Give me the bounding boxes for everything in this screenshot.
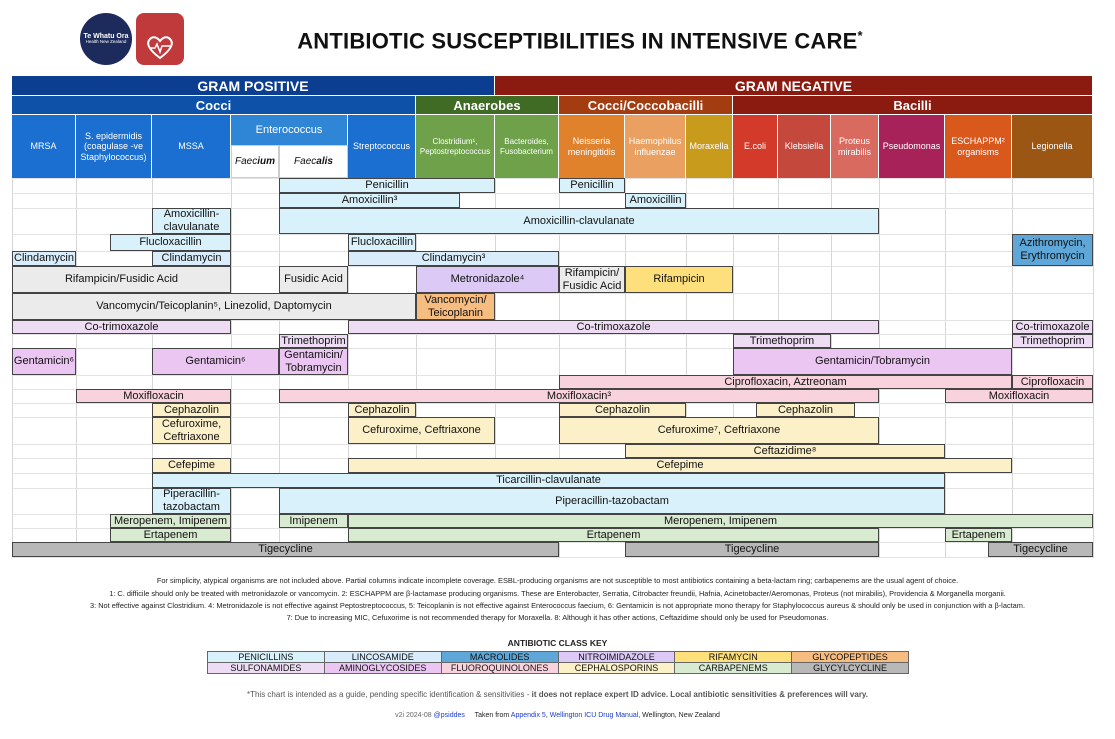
drug-trimethoprim-1: Trimethoprim: [279, 334, 348, 348]
drug-tigecycline-1: Tigecycline: [12, 542, 559, 557]
org-s-epidermidis: S. epidermidis (coagulase -ve Staphylococcus): [76, 115, 152, 178]
key-macrolides: MACROLIDES: [441, 652, 558, 663]
key-glycylcycline: GLYCYLCYCLINE: [792, 663, 909, 674]
drug-manual-link[interactable]: Wellington ICU Drug Manual: [549, 712, 639, 719]
key-title: ANTIBIOTIC CLASS KEY: [507, 638, 608, 648]
credit-sep: ,: [545, 712, 550, 719]
drug-amox-clav: Amoxicillin-clavulanate: [279, 208, 879, 234]
disclaimer-a: *This chart is intended as a guide, pending specific identification & sensitivities -: [246, 690, 532, 699]
bacilli-header: Bacilli: [733, 96, 1093, 114]
key-carbapenems: CARBAPENEMS: [675, 663, 792, 674]
drug-ciprofloxacin: Ciprofloxacin: [1012, 375, 1093, 389]
gram-positive-header: GRAM POSITIVE: [12, 76, 495, 95]
org-ecoli: E.coli: [733, 115, 778, 178]
drug-ertapenem-2: Ertapenem: [348, 528, 879, 542]
org-proteus: Proteus mirabilis: [831, 115, 879, 178]
drug-penicillin-neisseria: Penicillin: [559, 178, 625, 193]
footnote-3-6: 3: Not effective against Clostridium. 4: Metronidazole is not effective against Peptostreptococcus, 5: Teicoplanin is not effective against Enterococcus faecium, 6: Gentamicin is not appropriate mono therapy for Staphylococcus aureus & should only be used in conjunction with a β-lactam.: [89, 601, 1026, 610]
drug-fusidic-acid: Fusidic Acid: [279, 266, 348, 293]
key-fluoroquinolones: FLUOROQUINOLONES: [441, 663, 558, 674]
key-nitroimidazole: NITROIMIDAZOLE: [558, 652, 675, 663]
credit-line: [0, 712, 1115, 719]
drug-ertapenem-3: Ertapenem: [945, 528, 1012, 542]
drug-gentamicin-faecalis: Gentamicin/ Tobramycin: [279, 348, 348, 375]
drug-cephazolin-2: Cephazolin: [348, 403, 416, 417]
org-eschappm: ESCHAPPM² organisms: [945, 115, 1012, 178]
org-haemophilus: Haemophilus influenzae: [625, 115, 686, 178]
faecium-b: ium: [257, 155, 275, 167]
drug-moxifloxacin-3: Moxifloxacin: [945, 389, 1093, 403]
drug-cephazolin-1: Cephazolin: [152, 403, 231, 417]
drug-vancomycin-clostridium: Vancomycin/ Teicoplanin: [416, 293, 495, 320]
org-faecium: [231, 145, 279, 178]
key-penicillins: PENICILLINS: [208, 652, 325, 663]
title-text: ANTIBIOTIC SUSCEPTIBILITIES IN INTENSIVE CARE: [297, 28, 858, 54]
drug-tigecycline-3: Tigecycline: [988, 542, 1093, 557]
faecium-a: Faec: [234, 155, 258, 167]
drug-trimethoprim-3: Trimethoprim: [1012, 334, 1093, 348]
drug-flucloxacillin: Flucloxacillin: [110, 234, 231, 251]
drug-cefuroxime-3: Cefuroxime⁷, Ceftriaxone: [559, 417, 879, 444]
key-aminoglycosides: AMINOGLYCOSIDES: [324, 663, 441, 674]
drug-meropenem-1: Meropenem, Imipenem: [110, 514, 231, 528]
org-neisseria: Neisseria meningitidis: [559, 115, 625, 178]
credit-tail: , Wellington, New Zealand: [638, 712, 720, 719]
org-bacteroides: Bacteroides, Fusobacterium: [495, 115, 559, 178]
appendix-link[interactable]: Appendix 5: [510, 712, 546, 719]
drug-flucloxacillin-strep: Flucloxacillin: [348, 234, 416, 251]
version: v2i 2024-08: [395, 712, 434, 719]
drug-co-trimoxazole-1: Co-trimoxazole: [12, 320, 231, 334]
drug-rifampicin: Rifampicin: [625, 266, 733, 293]
drug-tigecycline-2: Tigecycline: [625, 542, 879, 557]
drug-meropenem-2: Meropenem, Imipenem: [348, 514, 1093, 528]
drug-imipenem: Imipenem: [279, 514, 348, 528]
org-faecalis: [279, 145, 348, 178]
org-clostridium: Clostridium¹, Peptostreptococcus: [416, 115, 495, 178]
author-link[interactable]: @psiddes: [433, 712, 465, 719]
key-lincosamide: LINCOSAMIDE: [324, 652, 441, 663]
drug-trimethoprim-2: Trimethoprim: [733, 334, 831, 348]
org-klebsiella: Klebsiella: [778, 115, 831, 178]
heart-hands-icon: [143, 32, 177, 62]
key-sulfonamides: SULFONAMIDES: [208, 663, 325, 674]
anaerobes-header: Anaerobes: [416, 96, 559, 114]
faecalis-b: alis: [316, 155, 333, 167]
drug-co-trimoxazole-2: Co-trimoxazole: [348, 320, 879, 334]
grid-column-line: [76, 178, 77, 558]
logo-sub: Health New Zealand: [85, 39, 127, 45]
drug-ertapenem-1: Ertapenem: [110, 528, 231, 542]
org-mssa: MSSA: [152, 115, 231, 178]
drug-gentamicin-tobramycin: Gentamicin/Tobramycin: [733, 348, 1012, 375]
page-title: [200, 28, 960, 54]
drug-rifampicin-fusidic-neisseria: Rifampicin/ Fusidic Acid: [559, 266, 625, 293]
drug-moxifloxacin-1: Moxifloxacin: [76, 389, 231, 403]
class-key: [207, 651, 909, 674]
title-asterisk: *: [857, 28, 863, 43]
org-moraxella: Moraxella: [686, 115, 733, 178]
te-whatu-ora-logo: [80, 13, 132, 65]
footnote-7-8: 7: Due to increasing MIC, Cefuxorime is not recommended therapy for Moraxella. 8: Although it has other actions, Ceftazidime should only be used for Pseudomonas.: [286, 613, 829, 622]
org-streptococcus: Streptococcus: [348, 115, 416, 178]
drug-clindamycin: Clindamycin³: [348, 251, 559, 266]
drug-penicillin: Penicillin: [279, 178, 495, 193]
drug-clindamycin-mssa: Clindamycin: [152, 251, 231, 266]
drug-ticarcillin: Ticarcillin-clavulanate: [152, 473, 945, 488]
cocci-coccobacilli-header: Cocci/Coccobacilli: [559, 96, 733, 114]
drug-ciprofloxacin-aztreonam: Ciprofloxacin, Aztreonam: [559, 375, 1012, 389]
drug-amoxicillin: Amoxicillin³: [279, 193, 460, 208]
grid-row-line: [12, 334, 1093, 335]
drug-azithromycin: Azithromycin, Erythromycin: [1012, 234, 1093, 266]
grid-row-line: [12, 193, 1093, 194]
drug-cefuroxime-1: Cefuroxime, Ceftriaxone: [152, 417, 231, 444]
grid-row-line: [12, 557, 1093, 558]
drug-vancomycin: Vancomycin/Teicoplanin⁵, Linezolid, Daptomycin: [12, 293, 416, 320]
drug-piperacillin-1: Piperacillin-tazobactam: [152, 488, 231, 514]
drug-cefuroxime-2: Cefuroxime, Ceftriaxone: [348, 417, 495, 444]
drug-gentamicin-mrsa: Gentamicin⁶: [12, 348, 76, 375]
org-pseudomonas: Pseudomonas: [879, 115, 945, 178]
taken-from: Taken from: [474, 712, 511, 719]
footnote-1-2: 1: C. difficile should only be treated with metronidazole or vancomycin. 2: ESCHAPPM are β-lactamase producing organisms. These are Enterobacter, Serratia, Citrobacter freundii, Hafnia, Acinetobacter/Aeromonas, Proteus (not mirabilis), Providencia & Morganella morganii.: [109, 589, 1006, 598]
key-cephalosporins: CEPHALOSPORINS: [558, 663, 675, 674]
drug-metronidazole: Metronidazole⁴: [416, 266, 559, 293]
drug-cephazolin-4: Cephazolin: [756, 403, 855, 417]
grid-row-line: [12, 178, 1093, 179]
drug-ceftazidime: Ceftazidime⁸: [625, 444, 945, 458]
drug-clindamycin-mrsa: Clindamycin: [12, 251, 76, 266]
drug-cephazolin-3: Cephazolin: [559, 403, 686, 417]
drug-amoxicillin-haemophilus: Amoxicillin: [625, 193, 686, 208]
drug-rifampicin-fusidic: Rifampicin/Fusidic Acid: [12, 266, 231, 293]
org-mrsa: MRSA: [12, 115, 76, 178]
disclaimer: [0, 690, 1115, 699]
cocci-header: Cocci: [12, 96, 416, 114]
org-legionella: Legionella: [1012, 115, 1093, 178]
drug-cefepime-1: Cefepime: [152, 458, 231, 473]
key-rifamycin: RIFAMYCIN: [675, 652, 792, 663]
grid-column-line: [1093, 178, 1094, 558]
footnote-intro: For simplicity, atypical organisms are not included above. Partial columns indicate incomplete coverage. ESBL-producing organisms are not susceptible to most antibiotics containing a beta-lactam ring; carbapenems are the usual agent of choice.: [156, 576, 959, 585]
org-enterococcus: Enterococcus: [231, 115, 348, 145]
drug-moxifloxacin-2: Moxifloxacin³: [279, 389, 879, 403]
drug-gentamicin-mssa: Gentamicin⁶: [152, 348, 279, 375]
logo-name: Te Whatu Ora: [83, 32, 129, 40]
drug-piperacillin-2: Piperacillin-tazobactam: [279, 488, 945, 514]
faecalis-a: Faec: [294, 155, 317, 167]
drug-cefepime-2: Cefepime: [348, 458, 1012, 473]
gram-negative-header: GRAM NEGATIVE: [495, 76, 1093, 95]
disclaimer-b: it does not replace expert ID advice. Local antibiotic sensitivities & preferences will vary.: [531, 690, 869, 699]
drug-amox-clav-mssa: Amoxicillin-clavulanate: [152, 208, 231, 234]
key-glycopeptides: GLYCOPEPTIDES: [792, 652, 909, 663]
icu-logo: [136, 13, 184, 65]
drug-co-trimoxazole-3: Co-trimoxazole: [1012, 320, 1093, 334]
